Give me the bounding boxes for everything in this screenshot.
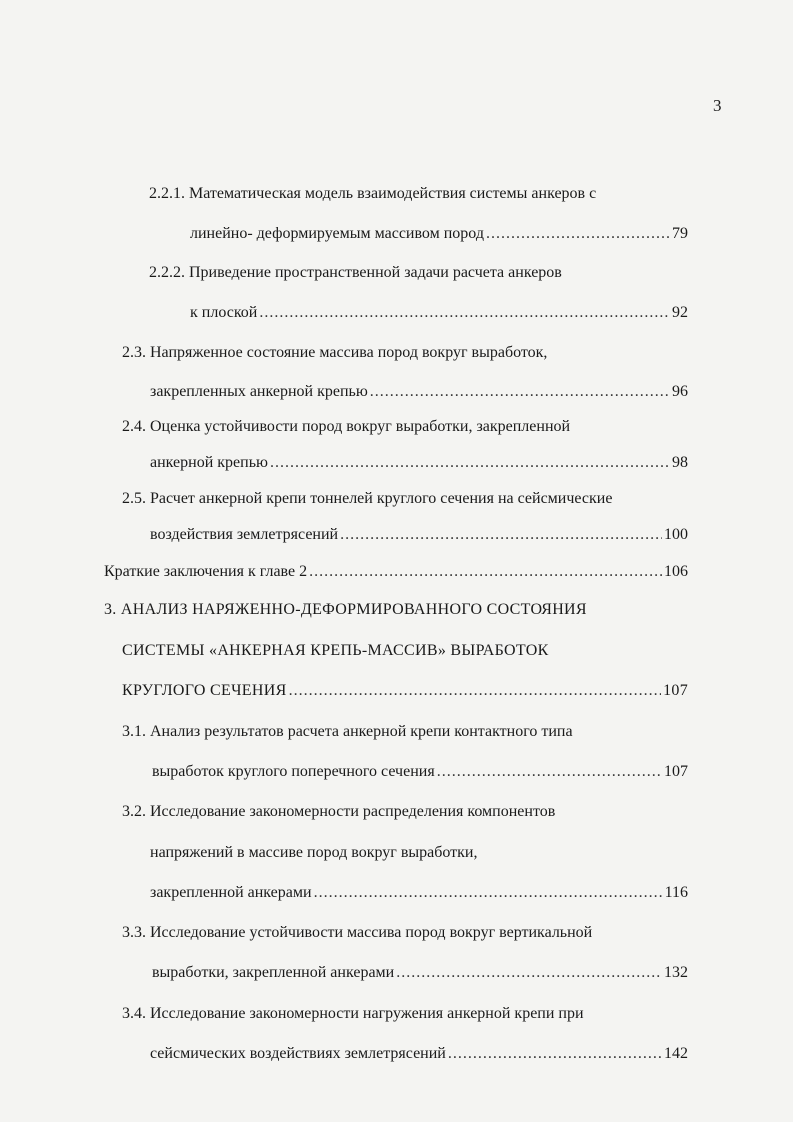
toc-2-5-entry [150, 525, 688, 545]
toc-2-5-title-cont: воздействия землетрясений [150, 526, 339, 543]
toc-2-2-2-title: 2.2.2. Приведение пространственной задачи расчета анкеров [149, 264, 562, 281]
toc-2-2-1-page: 79 [672, 225, 688, 242]
toc-2-2-2-entry [190, 303, 688, 323]
dot-leader [314, 883, 663, 903]
toc-2-5-page: 100 [664, 526, 688, 543]
toc-2-2-2-page: 92 [672, 304, 688, 321]
toc-chapter-3-title: 3. АНАЛИЗ НАРЯЖЕННО-ДЕФОРМИРОВАННОГО СОСТОЯНИЯ [104, 601, 587, 618]
toc-3-1-title: 3.1. Анализ результатов расчета анкерной крепи контактного типа [122, 723, 573, 740]
toc-2-3-entry [150, 382, 688, 402]
dot-leader [396, 963, 662, 983]
dot-leader [309, 562, 662, 582]
toc-2-4-entry [150, 453, 688, 473]
dot-leader [486, 224, 670, 244]
toc-chapter-3-title-end: КРУГЛОГО СЕЧЕНИЯ [122, 682, 287, 699]
dot-leader [340, 525, 662, 545]
toc-3-2-title-cont: напряжений в массиве пород вокруг выработки, [150, 844, 478, 861]
toc-3-2-title-end: закрепленной анкерами [150, 884, 312, 901]
toc-2-2-2-title-cont: к плоской [190, 304, 258, 321]
toc-3-2-page: 116 [664, 884, 688, 901]
toc-2-4-title: 2.4. Оценка устойчивости пород вокруг выработки, закрепленной [122, 418, 571, 435]
dot-leader [289, 681, 662, 701]
toc-3-4-page: 142 [664, 1045, 688, 1062]
toc-3-3-title: 3.3. Исследование устойчивости массива пород вокруг вертикальной [122, 924, 593, 941]
toc-chapter-3-entry [122, 681, 688, 701]
toc-summary-2-entry [104, 562, 688, 582]
toc-2-5-title: 2.5. Расчет анкерной крепи тоннелей круглого сечения на сейсмические [122, 490, 613, 507]
toc-summary-2-page: 106 [664, 563, 688, 580]
toc-2-3-page: 96 [672, 383, 688, 400]
toc-chapter-3-title-cont: СИСТЕМЫ «АНКЕРНАЯ КРЕПЬ-МАССИВ» ВЫРАБОТОК [122, 642, 549, 659]
toc-2-2-1-title: 2.2.1. Математическая модель взаимодействия системы анкеров с [149, 185, 597, 202]
toc-2-4-title-cont: анкерной крепью [150, 454, 268, 471]
toc-summary-2-title: Краткие заключения к главе 2 [104, 563, 308, 580]
toc-3-1-title-cont: выработок круглого поперечного сечения [152, 763, 435, 780]
dot-leader [448, 1044, 662, 1064]
dot-leader [370, 382, 670, 402]
dot-leader [437, 762, 662, 782]
toc-3-1-entry [152, 762, 688, 782]
toc-3-2-title: 3.2. Исследование закономерности распределения компонентов [122, 803, 556, 820]
toc-3-3-page: 132 [664, 964, 688, 981]
toc-2-4-page: 98 [672, 454, 688, 471]
toc-2-3-title: 2.3. Напряженное состояние массива пород вокруг выработок, [122, 344, 548, 361]
toc-3-4-entry [150, 1044, 688, 1064]
dot-leader [259, 303, 670, 323]
toc-3-3-title-cont: выработки, закрепленной анкерами [152, 964, 395, 981]
dot-leader [270, 453, 670, 473]
toc-3-2-entry [150, 883, 688, 903]
toc-chapter-3-page: 107 [663, 682, 688, 699]
toc-2-2-1-entry [190, 224, 688, 244]
toc-3-4-title-cont: сейсмических воздействиях землетрясений [150, 1045, 446, 1062]
toc-2-2-1-title-cont: линейно- деформируемым массивом пород [190, 225, 484, 242]
toc-3-1-page: 107 [664, 763, 688, 780]
toc-2-3-title-cont: закрепленных анкерной крепью [150, 383, 368, 400]
toc-3-3-entry [152, 963, 688, 983]
page-number: 3 [713, 96, 722, 115]
toc-3-4-title: 3.4. Исследование закономерности нагружения анкерной крепи при [122, 1005, 584, 1022]
